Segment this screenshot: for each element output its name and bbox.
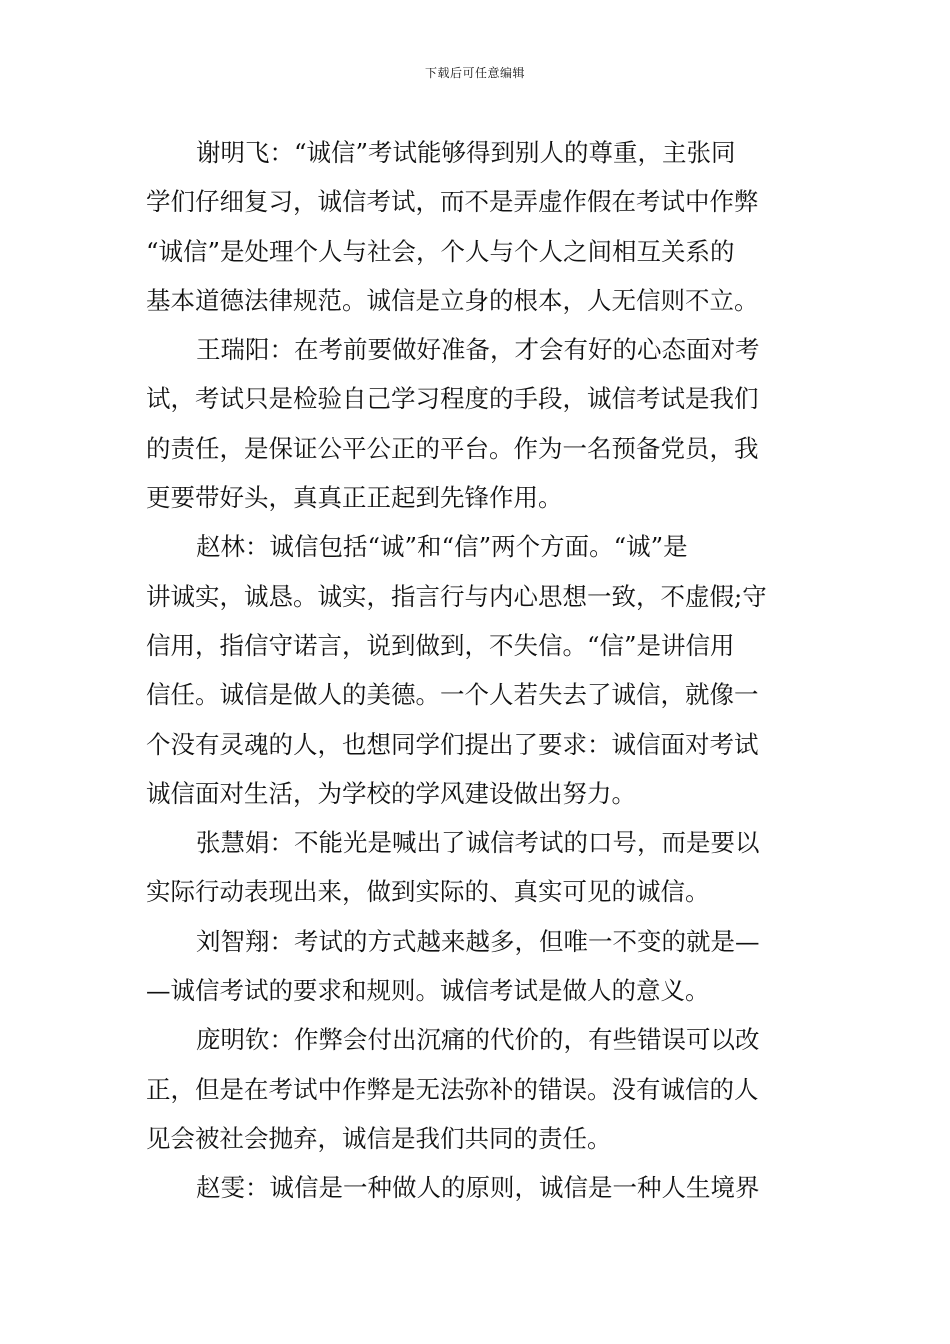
paragraph-zhao-lin [146,522,806,818]
paragraph-wang-ruiyang [146,325,806,522]
text-line: 王瑞阳：在考前要做好准备，才会有好的心态面对考 [196,335,760,365]
paragraph-xie-mingfei [146,128,806,325]
text-line: 讲诚实，诚恳。诚实，指言行与内心思想一致，不虚假;守 [146,581,767,611]
text-line: 基本道德法律规范。诚信是立身的根本，人无信则不立。 [146,285,759,315]
text-line: 见会被社会抛弃，诚信是我们共同的责任。 [146,1123,612,1153]
paragraph-pang-mingqin [146,1015,806,1163]
text-line: 学们仔细复习，诚信考试，而不是弄虚作假在考试中作弊 [146,187,759,217]
text-line: 庞明钦：作弊会付出沉痛的代价的，有些错误可以改 [196,1025,760,1055]
text-line: 张慧娟：不能光是喊出了诚信考试的口号，而是要以 [196,828,760,858]
text-line: 诚信面对生活，为学校的学风建设做出努力。 [146,778,636,808]
text-line: 个没有灵魂的人，也想同学们提出了要求：诚信面对考试 [146,729,759,759]
text-line: 信用，指信守诺言，说到做到，不失信。“信”是讲信用 [146,630,735,660]
text-line: 信任。诚信是做人的美德。一个人若失去了诚信，就像一 [146,680,759,710]
text-line: 赵雯：诚信是一种做人的原则，诚信是一种人生境界 [196,1173,760,1203]
text-line: 正，但是在考试中作弊是无法弥补的错误。没有诚信的人 [146,1074,759,1104]
text-line: “诚信”是处理个人与社会，个人与个人之间相互关系的 [146,236,735,266]
text-line: —诚信考试的要求和规则。诚信考试是做人的意义。 [146,976,710,1006]
paragraph-liu-zhixiang [146,917,806,1016]
document-body [146,128,806,1213]
text-line: 实际行动表现出来，做到实际的、真实可见的诚信。 [146,877,710,907]
page-header: 下载后可任意编辑 [424,66,525,80]
text-line: 的责任，是保证公平公正的平台。作为一名预备党员，我 [146,433,759,463]
paragraph-zhao-wen [146,1163,806,1212]
text-line: 赵林：诚信包括“诚”和“信”两个方面。“诚”是 [196,532,688,562]
text-line: 更要带好头，真真正正起到先锋作用。 [146,483,563,513]
text-line: 谢明飞：“诚信”考试能够得到别人的尊重，主张同 [196,138,736,167]
text-line: 刘智翔：考试的方式越来越多，但唯一不变的就是— [196,926,760,956]
paragraph-zhang-huijuan [146,818,806,917]
text-line: 试，考试只是检验自己学习程度的手段，诚信考试是我们 [146,384,759,414]
